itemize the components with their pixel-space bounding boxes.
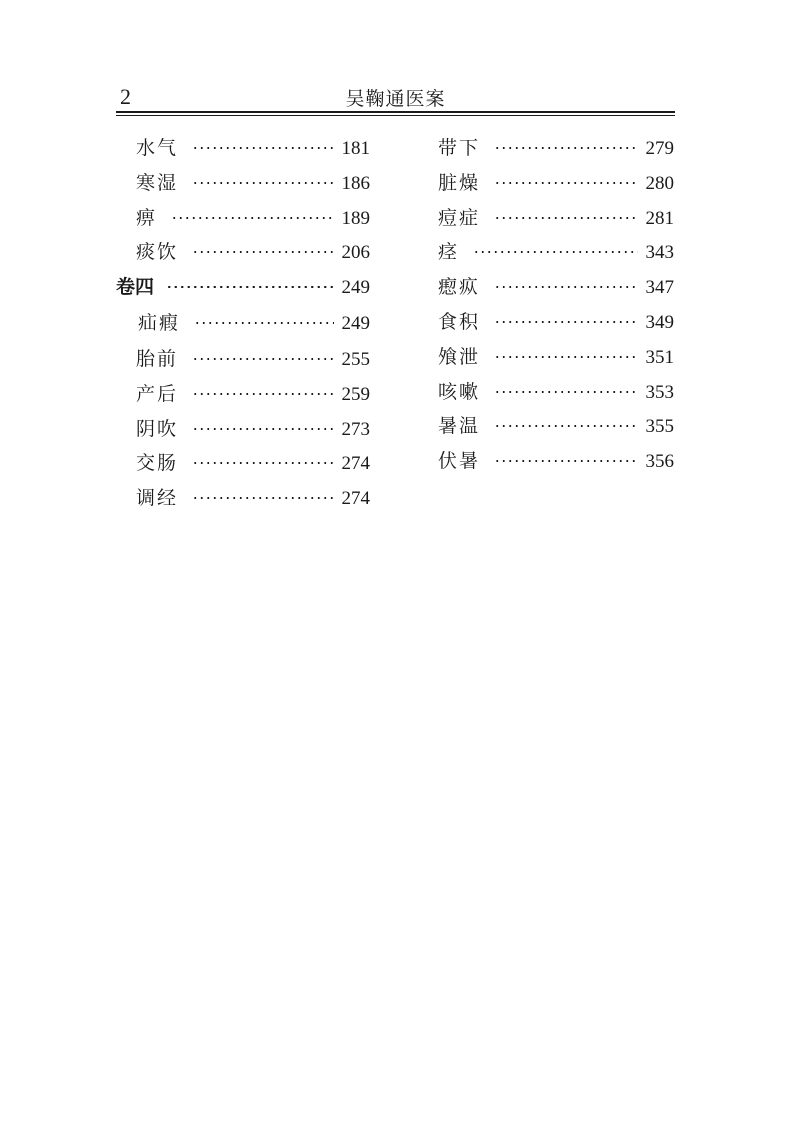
dot-leader	[194, 322, 333, 324]
toc-entry-title: 瘛疭	[438, 276, 481, 299]
page-number: 2	[120, 84, 131, 109]
toc-entry-page: 189	[341, 207, 370, 229]
header-rule-thick	[116, 111, 675, 113]
toc-entry-title: 痹	[136, 206, 158, 229]
toc-entry-title: 暑温	[438, 415, 481, 438]
toc-entry-title: 产后	[136, 382, 179, 405]
toc-entry[interactable]	[116, 235, 370, 270]
toc-entry[interactable]	[116, 481, 370, 516]
toc-entry[interactable]	[116, 377, 370, 412]
dot-leader	[192, 251, 333, 253]
dot-leader	[494, 217, 637, 219]
toc-column-left	[116, 131, 370, 516]
toc-entry-title: 痘症	[438, 206, 481, 229]
toc-entry-page: 280	[645, 172, 674, 194]
toc-entry-page: 249	[341, 312, 370, 334]
toc-entry[interactable]	[438, 131, 674, 166]
toc-entry-title: 带下	[438, 137, 481, 159]
toc-entry[interactable]	[438, 444, 674, 479]
toc-entry[interactable]	[438, 270, 674, 305]
toc-entry-page: 186	[341, 172, 370, 194]
toc-entry-page: 281	[645, 207, 674, 229]
toc-entry-title: 调经	[136, 487, 179, 510]
dot-leader	[192, 182, 333, 184]
toc-entry-page: 351	[645, 346, 674, 368]
toc-entry[interactable]	[116, 131, 370, 166]
toc-entry-page: 255	[341, 348, 370, 370]
toc-entry-title: 咳嗽	[438, 380, 481, 403]
toc-entry-title: 伏暑	[438, 450, 481, 473]
toc-column-right	[438, 131, 674, 479]
toc-entry-page: 349	[645, 311, 674, 333]
toc-entry[interactable]	[438, 166, 674, 201]
dot-leader	[494, 425, 637, 427]
toc-entry-page: 274	[341, 488, 370, 510]
toc-entry-page: 206	[341, 242, 370, 264]
running-title: 吴鞠通医案	[345, 88, 446, 110]
toc-entry-page: 181	[341, 138, 370, 159]
toc-volume-title: 卷四	[116, 276, 155, 299]
toc-entry-page: 279	[645, 138, 674, 159]
toc-entry-page: 356	[645, 451, 674, 473]
toc-entry[interactable]	[116, 446, 370, 481]
dot-leader	[192, 428, 333, 430]
toc-entry-page: 347	[645, 277, 674, 299]
toc-entry-page: 343	[645, 242, 674, 264]
dot-leader	[166, 286, 333, 288]
toc-entry-title: 飧泄	[438, 345, 481, 368]
dot-leader	[192, 462, 333, 464]
toc-entry[interactable]	[438, 340, 674, 375]
dot-leader	[192, 393, 333, 395]
toc-entry-title: 痉	[438, 241, 460, 264]
toc-entry[interactable]	[438, 375, 674, 410]
toc-entry-page: 355	[645, 416, 674, 438]
toc-entry-title: 脏燥	[438, 171, 481, 194]
toc-entry-title: 痰饮	[136, 241, 179, 264]
dot-leader	[192, 497, 333, 499]
toc-entry-title: 阴吹	[136, 417, 179, 440]
toc-volume-entry[interactable]	[116, 270, 370, 305]
toc-entry[interactable]	[116, 412, 370, 447]
dot-leader	[494, 286, 637, 288]
toc-entry-title: 寒湿	[136, 171, 179, 194]
dot-leader	[494, 182, 637, 184]
toc-entry-page: 249	[341, 277, 370, 299]
toc-entry[interactable]	[438, 235, 674, 270]
toc-entry-page: 259	[341, 383, 370, 405]
dot-leader	[192, 147, 333, 149]
dot-leader	[494, 321, 637, 323]
dot-leader	[494, 356, 637, 358]
toc-entry-page: 273	[341, 418, 370, 440]
toc-entry-page: 353	[645, 381, 674, 403]
toc-entry[interactable]	[116, 166, 370, 201]
dot-leader	[473, 251, 637, 253]
dot-leader	[494, 147, 637, 149]
toc-entry[interactable]	[116, 201, 370, 236]
toc-entry-title: 疝瘕	[138, 311, 181, 334]
toc-entry[interactable]	[438, 305, 674, 340]
toc-entry-title: 水气	[136, 137, 179, 159]
toc-entry-title: 胎前	[136, 347, 179, 370]
toc-entry-title: 交肠	[136, 452, 179, 475]
toc-entry-title: 食积	[438, 310, 481, 333]
dot-leader	[494, 460, 637, 462]
dot-leader	[171, 217, 333, 219]
dot-leader	[192, 358, 333, 360]
dot-leader	[494, 391, 637, 393]
toc-entry[interactable]	[116, 305, 370, 342]
toc-entry-page: 274	[341, 453, 370, 475]
toc-entry[interactable]	[438, 201, 674, 236]
toc-entry[interactable]	[438, 409, 674, 444]
toc-entry[interactable]	[116, 342, 370, 377]
running-header	[116, 80, 675, 114]
header-rule-thin	[116, 115, 675, 116]
